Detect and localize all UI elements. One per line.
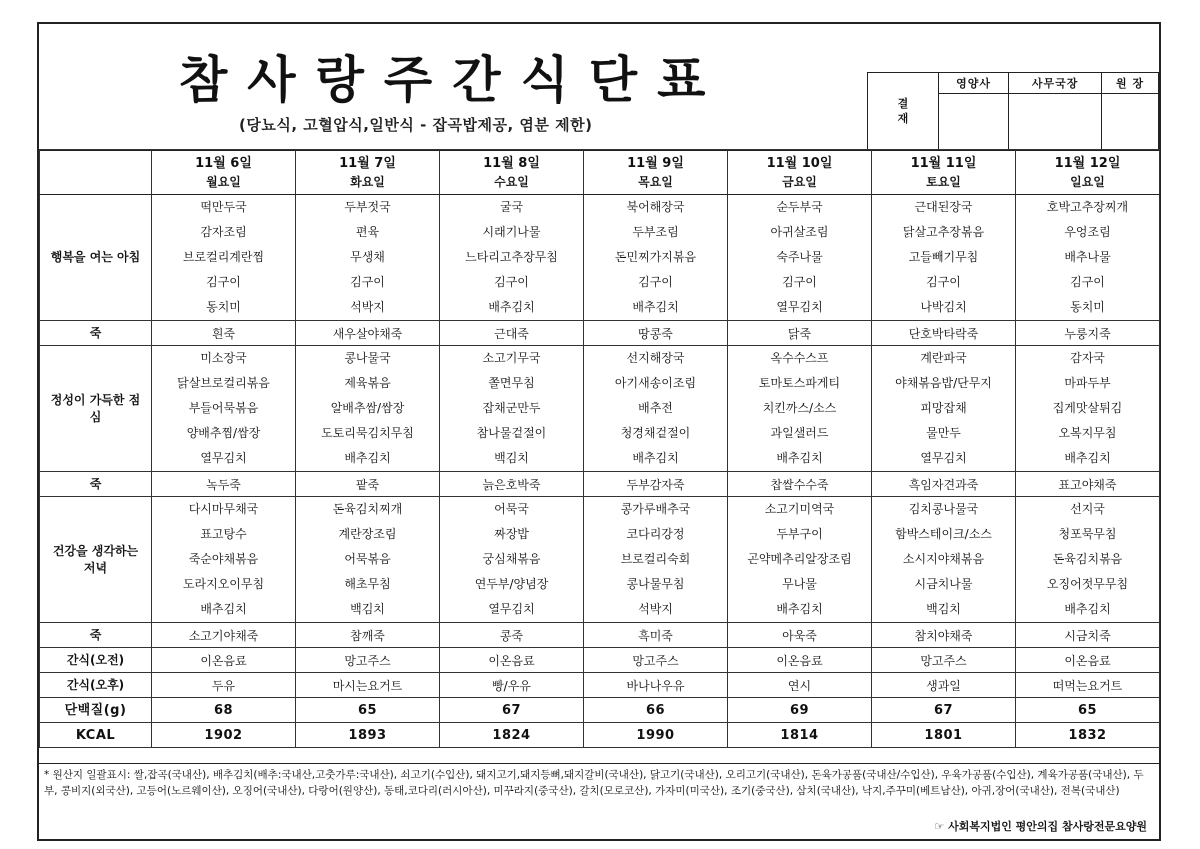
menu-item: 미소장국 <box>200 351 247 365</box>
menu-item: 닭살고추장볶음 <box>902 225 985 239</box>
menu-item: 오징어젓무무침 <box>1046 577 1129 591</box>
menu-item: 시금치나물 <box>914 577 973 591</box>
dinner-porridge-cell: 콩죽 <box>440 623 584 648</box>
menu-item: 피망잡채 <box>920 401 967 415</box>
snack-am-cell: 이온음료 <box>440 648 584 673</box>
menu-item: 브로컬리숙회 <box>620 552 691 566</box>
menu-item: 시래기나물 <box>482 225 541 239</box>
menu-item: 순두부국 <box>776 200 823 214</box>
approval-sign-office-director <box>1009 94 1102 150</box>
menu-item: 나박김치 <box>920 300 967 314</box>
breakfast-porridge-cell: 땅콩죽 <box>584 321 728 346</box>
menu-item: 고들빼기무침 <box>908 250 979 264</box>
dinner-menu-cell <box>152 497 296 623</box>
day-header <box>728 150 872 195</box>
snack-pm-row <box>40 673 1160 698</box>
menu-item: 도라지오이무침 <box>182 577 265 591</box>
menu-item: 김구이 <box>926 275 961 289</box>
snack-pm-cell: 떠먹는요거트 <box>1016 673 1160 698</box>
snack-am-cell: 이온음료 <box>728 648 872 673</box>
dinner-row <box>40 497 1160 623</box>
menu-item: 잡채군만두 <box>482 401 541 415</box>
day-weekday: 일요일 <box>1070 174 1105 189</box>
day-weekday: 월요일 <box>206 174 241 189</box>
protein-cell: 68 <box>152 698 296 723</box>
day-weekday: 화요일 <box>350 174 385 189</box>
menu-item: 코다리강정 <box>626 527 685 541</box>
breakfast-porridge-row <box>40 321 1160 346</box>
menu-item: 무생채 <box>350 250 385 264</box>
menu-item: 열무김치 <box>776 300 823 314</box>
day-header <box>152 150 296 195</box>
breakfast-menu-cell <box>728 195 872 321</box>
snack-am-cell: 이온음료 <box>152 648 296 673</box>
lunch-porridge-label: 죽 <box>40 472 152 497</box>
kcal-cell: 1801 <box>872 723 1016 748</box>
breakfast-porridge-cell: 누룽지죽 <box>1016 321 1160 346</box>
snack-pm-cell: 마시는요거트 <box>296 673 440 698</box>
menu-item: 물만두 <box>926 426 961 440</box>
menu-item: 호박고추장찌개 <box>1046 200 1129 214</box>
menu-sheet <box>37 22 1161 841</box>
menu-item: 배추김치 <box>1064 451 1111 465</box>
menu-item: 김구이 <box>638 275 673 289</box>
lunch-porridge-cell: 녹두죽 <box>152 472 296 497</box>
dinner-porridge-cell: 흑미죽 <box>584 623 728 648</box>
menu-item: 콩나물무침 <box>626 577 685 591</box>
dinner-porridge-cell: 참깨죽 <box>296 623 440 648</box>
menu-item: 콩나물국 <box>344 351 391 365</box>
protein-cell: 65 <box>296 698 440 723</box>
snack-pm-cell: 빵/우유 <box>440 673 584 698</box>
snack-pm-label: 간식(오후) <box>40 673 152 698</box>
day-date: 11월 7일 <box>339 155 396 171</box>
sheet-header <box>39 24 1159 151</box>
protein-cell: 65 <box>1016 698 1160 723</box>
lunch-porridge-cell: 흑임자견과죽 <box>872 472 1016 497</box>
dinner-porridge-label: 죽 <box>40 623 152 648</box>
menu-item: 선지해장국 <box>626 351 685 365</box>
menu-item: 제육볶음 <box>344 376 391 390</box>
lunch-menu-cell <box>584 346 728 472</box>
menu-item: 연두부/양념장 <box>474 577 549 591</box>
menu-item: 계란장조림 <box>338 527 397 541</box>
day-date: 11월 11일 <box>910 155 977 171</box>
menu-item: 두부조림 <box>632 225 679 239</box>
menu-item: 김구이 <box>782 275 817 289</box>
menu-item: 곤약메추리알장조림 <box>747 552 852 566</box>
menu-item: 치킨까스/소스 <box>762 401 837 415</box>
snack-pm-cell: 생과일 <box>872 673 1016 698</box>
dinner-menu-cell <box>728 497 872 623</box>
protein-cell: 67 <box>440 698 584 723</box>
menu-item: 소시지야채볶음 <box>902 552 985 566</box>
breakfast-menu-cell <box>584 195 728 321</box>
corner-cell <box>40 150 152 195</box>
menu-item: 느타리고추장무침 <box>465 250 558 264</box>
menu-item: 알배추쌈/쌈장 <box>330 401 405 415</box>
dinner-menu-cell <box>584 497 728 623</box>
menu-item: 김구이 <box>1070 275 1105 289</box>
menu-item: 도토리묵김치무침 <box>321 426 414 440</box>
lunch-porridge-cell: 팥죽 <box>296 472 440 497</box>
menu-item: 배추김치 <box>344 451 391 465</box>
day-weekday: 금요일 <box>782 174 817 189</box>
day-header <box>872 150 1016 195</box>
snack-pm-cell: 바나나우유 <box>584 673 728 698</box>
lunch-menu-cell <box>872 346 1016 472</box>
kcal-cell: 1832 <box>1016 723 1160 748</box>
menu-item: 청경채겉절이 <box>620 426 691 440</box>
menu-item: 콩가루배추국 <box>620 502 691 516</box>
date-row <box>40 150 1160 195</box>
snack-pm-cell: 연시 <box>728 673 872 698</box>
menu-item: 청포묵무침 <box>1058 527 1117 541</box>
approval-box <box>867 72 1159 150</box>
dinner-menu-cell <box>1016 497 1160 623</box>
menu-item: 오복지무침 <box>1058 426 1117 440</box>
menu-item: 우엉조림 <box>1064 225 1111 239</box>
menu-item: 함박스테이크/소스 <box>895 527 992 541</box>
menu-item: 석박지 <box>350 300 385 314</box>
menu-item: 김치콩나물국 <box>908 502 979 516</box>
snack-am-row <box>40 648 1160 673</box>
menu-item: 돈육김치볶음 <box>1052 552 1123 566</box>
menu-item: 동치미 <box>206 300 241 314</box>
menu-item: 무나물 <box>782 577 817 591</box>
dinner-porridge-cell: 소고기야채죽 <box>152 623 296 648</box>
dinner-menu-cell <box>296 497 440 623</box>
menu-item: 김구이 <box>206 275 241 289</box>
lunch-menu-cell <box>728 346 872 472</box>
dinner-porridge-row <box>40 623 1160 648</box>
menu-item: 양배추찜/쌈장 <box>186 426 261 440</box>
menu-item: 배추김치 <box>776 602 823 616</box>
breakfast-porridge-label: 죽 <box>40 321 152 346</box>
breakfast-porridge-cell: 닭죽 <box>728 321 872 346</box>
menu-item: 떡만두국 <box>200 200 247 214</box>
menu-item: 두부젓국 <box>344 200 391 214</box>
menu-item: 열무김치 <box>920 451 967 465</box>
lunch-row <box>40 346 1160 472</box>
page-subtitle: (당뇨식, 고혈압식,일반식 - 잡곡밥제공, 염분 제한) <box>239 116 593 134</box>
snack-am-cell: 망고주스 <box>584 648 728 673</box>
day-weekday: 수요일 <box>494 174 529 189</box>
lunch-menu-cell <box>1016 346 1160 472</box>
menu-item: 김구이 <box>350 275 385 289</box>
menu-item: 열무김치 <box>200 451 247 465</box>
menu-item: 배추나물 <box>1064 250 1111 264</box>
menu-item: 쫄면무침 <box>488 376 535 390</box>
breakfast-menu-cell <box>152 195 296 321</box>
menu-item: 돈민찌가지볶음 <box>614 250 697 264</box>
origin-notice: * 원산지 일괄표시: 쌀,잡곡(국내산), 배추김치(배추:국내산,고춧가루:국내산), 쇠고기(수입산), 돼지고기,돼지등뼈,돼지갈비(국내산), 닭고기(국내산), 오리고기(국내산), 돈육가공품(국내산/수입산), 우육가공품(수입산), 계육가공품(국내산), 두부, 콩비지(외국산), 고등어(노르웨이산), 오징어(국내산), 다랑어(원양산), 동태,코다리(러시아산), 미꾸라지(중국산), 갈치(모로코산), 가자미(미국산), 조기(중국산), 삼치(국내산), 낙지,주꾸미(베트남산), 아귀,장어(국내산), 전복(국내산) <box>44 769 1144 797</box>
menu-item: 죽순야채볶음 <box>188 552 259 566</box>
menu-item: 옥수수스프 <box>770 351 829 365</box>
menu-item: 과일샐러드 <box>770 426 829 440</box>
breakfast-porridge-cell: 단호박타락죽 <box>872 321 1016 346</box>
kcal-cell: 1902 <box>152 723 296 748</box>
menu-item: 집게맛살튀김 <box>1052 401 1123 415</box>
menu-item: 두부구이 <box>776 527 823 541</box>
menu-item: 어묵국 <box>494 502 529 516</box>
page-title: 참사랑주간식단표 <box>179 51 726 109</box>
day-date: 11월 8일 <box>483 155 540 171</box>
lunch-porridge-cell: 늙은호박죽 <box>440 472 584 497</box>
menu-item: 배추김치 <box>632 300 679 314</box>
menu-item: 마파두부 <box>1064 376 1111 390</box>
menu-item: 참나물겉절이 <box>476 426 547 440</box>
menu-item: 소고기무국 <box>482 351 541 365</box>
menu-item: 닭살브로컬리볶음 <box>177 376 270 390</box>
lunch-label: 정성이 가득한 점심 <box>40 346 152 472</box>
kcal-cell: 1893 <box>296 723 440 748</box>
lunch-porridge-cell: 두부감자죽 <box>584 472 728 497</box>
menu-item: 짜장밥 <box>494 527 529 541</box>
menu-item: 계란파국 <box>920 351 967 365</box>
footer <box>39 763 1159 839</box>
kcal-label: KCAL <box>40 723 152 748</box>
menu-item: 배추김치 <box>776 451 823 465</box>
dinner-porridge-cell: 참치야채죽 <box>872 623 1016 648</box>
kcal-cell: 1824 <box>440 723 584 748</box>
menu-item: 열무김치 <box>488 602 535 616</box>
day-header <box>584 150 728 195</box>
menu-item: 아기새송이조림 <box>614 376 697 390</box>
menu-item: 배추김치 <box>200 602 247 616</box>
lunch-porridge-cell: 표고야채죽 <box>1016 472 1160 497</box>
approval-sign-director <box>1102 94 1159 150</box>
menu-item: 부들어묵볶음 <box>188 401 259 415</box>
menu-item: 배추김치 <box>488 300 535 314</box>
menu-item: 백김치 <box>494 451 529 465</box>
approval-role-dietitian: 영양사 <box>939 73 1009 94</box>
breakfast-menu-cell <box>296 195 440 321</box>
menu-item: 브로컬리계란찜 <box>182 250 265 264</box>
day-date: 11월 10일 <box>766 155 833 171</box>
menu-item: 북어해장국 <box>626 200 685 214</box>
day-header <box>440 150 584 195</box>
dinner-menu-cell <box>440 497 584 623</box>
protein-cell: 66 <box>584 698 728 723</box>
breakfast-label: 행복을 여는 아침 <box>40 195 152 321</box>
menu-item: 야채볶음밥/단무지 <box>895 376 992 390</box>
menu-item: 굴국 <box>499 200 524 214</box>
breakfast-menu-cell <box>1016 195 1160 321</box>
menu-item: 토마토스파게티 <box>758 376 841 390</box>
protein-cell: 67 <box>872 698 1016 723</box>
snack-am-cell: 망고주스 <box>296 648 440 673</box>
weekly-menu-table <box>39 149 1160 748</box>
menu-item: 표고탕수 <box>200 527 247 541</box>
institution-credit: ☞ 사회복지법인 평안의집 참사랑전문요양원 <box>934 820 1147 833</box>
menu-item: 근대된장국 <box>914 200 973 214</box>
menu-item: 다시마무채국 <box>188 502 259 516</box>
day-weekday: 토요일 <box>926 174 961 189</box>
snack-pm-cell: 두유 <box>152 673 296 698</box>
lunch-menu-cell <box>296 346 440 472</box>
menu-item: 석박지 <box>638 602 673 616</box>
protein-label: 단백질(g) <box>40 698 152 723</box>
day-header <box>296 150 440 195</box>
snack-am-cell: 망고주스 <box>872 648 1016 673</box>
dinner-label: 건강을 생각하는 저녁 <box>40 497 152 623</box>
breakfast-porridge-cell: 근대죽 <box>440 321 584 346</box>
day-date: 11월 9일 <box>627 155 684 171</box>
lunch-porridge-row <box>40 472 1160 497</box>
lunch-porridge-cell: 찹쌀수수죽 <box>728 472 872 497</box>
protein-cell: 69 <box>728 698 872 723</box>
menu-item: 해초무침 <box>344 577 391 591</box>
day-date: 11월 12일 <box>1054 155 1121 171</box>
dinner-menu-cell <box>872 497 1016 623</box>
menu-item: 편육 <box>355 225 380 239</box>
breakfast-porridge-cell: 흰죽 <box>152 321 296 346</box>
menu-item: 백김치 <box>926 602 961 616</box>
approval-label: 결재 <box>868 73 939 150</box>
snack-am-label: 간식(오전) <box>40 648 152 673</box>
menu-item: 어묵볶음 <box>344 552 391 566</box>
menu-item: 백김치 <box>350 602 385 616</box>
menu-item: 배추김치 <box>1064 602 1111 616</box>
lunch-menu-cell <box>440 346 584 472</box>
breakfast-menu-cell <box>440 195 584 321</box>
dinner-porridge-cell: 시금치죽 <box>1016 623 1160 648</box>
menu-item: 감자국 <box>1070 351 1105 365</box>
breakfast-menu-cell <box>872 195 1016 321</box>
kcal-cell: 1814 <box>728 723 872 748</box>
menu-item: 궁심채볶음 <box>482 552 541 566</box>
approval-role-office-director: 사무국장 <box>1009 73 1102 94</box>
snack-am-cell: 이온음료 <box>1016 648 1160 673</box>
breakfast-row <box>40 195 1160 321</box>
lunch-menu-cell <box>152 346 296 472</box>
menu-item: 소고기미역국 <box>764 502 835 516</box>
menu-item: 숙주나물 <box>776 250 823 264</box>
menu-item: 동치미 <box>1070 300 1105 314</box>
menu-item: 배추전 <box>638 401 673 415</box>
breakfast-porridge-cell: 새우살야채죽 <box>296 321 440 346</box>
menu-item: 아귀살조림 <box>770 225 829 239</box>
day-header <box>1016 150 1160 195</box>
menu-item: 돈육김치찌개 <box>332 502 403 516</box>
protein-row <box>40 698 1160 723</box>
menu-item: 감자조림 <box>200 225 247 239</box>
day-date: 11월 6일 <box>195 155 252 171</box>
menu-item: 김구이 <box>494 275 529 289</box>
kcal-row <box>40 723 1160 748</box>
institution-name: 사회복지법인 평안의집 참사랑전문요양원 <box>948 820 1147 833</box>
dinner-porridge-cell: 아욱죽 <box>728 623 872 648</box>
menu-item: 선지국 <box>1070 502 1105 516</box>
day-weekday: 목요일 <box>638 174 673 189</box>
approval-sign-dietitian <box>939 94 1009 150</box>
menu-item: 배추김치 <box>632 451 679 465</box>
kcal-cell: 1990 <box>584 723 728 748</box>
approval-role-director: 원 장 <box>1102 73 1159 94</box>
